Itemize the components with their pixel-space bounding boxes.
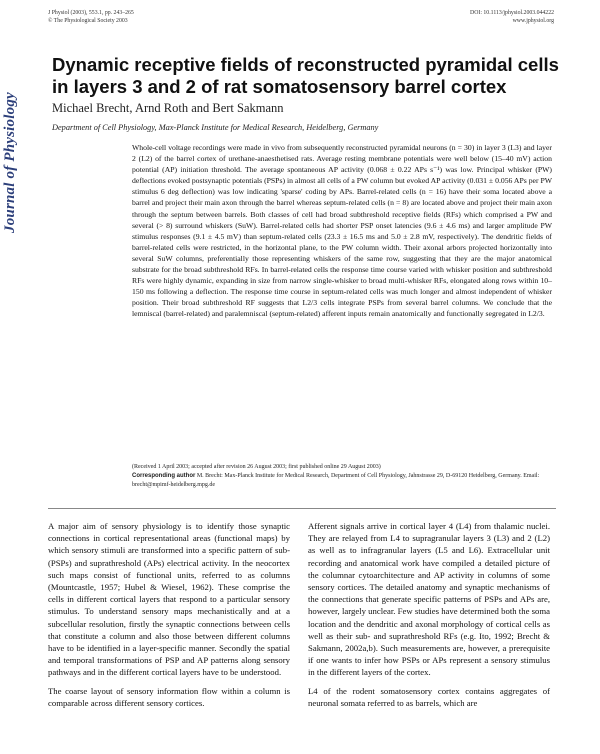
authors: Michael Brecht, Arnd Roth and Bert Sakmann <box>52 101 284 115</box>
body-left-column <box>48 520 290 709</box>
abstract-text: Whole-cell voltage recordings were made in vivo from subsequently reconstructed pyramidal neurons (n = 30) in layer 3 (L3) and layer 2 (L2) of the barrel cortex of urethane-anaesthetised rats. Average resting membrane potentials were well below (15–40 mV) action potential (AP) initiation threshold. The average spontaneous AP activity (0.068 ± 0.22 APs s⁻¹) was low. Principal whisker (PW) deflections evoked postsynaptic potentials (PSPs) in almost all cells of a PW column but evoked AP activity (0.031 ± 0.056 APs per PW stimulus 6 deg deflection) was low indicating 'sparse' coding by APs. Barrel-related cells (n = 16) have their soma located above a barrel and project their main axon through the barrel whereas septum-related cells (n = 8) are located above and project their main axon through the septum between barrels. Both classes of cell had broad subthreshold receptive fields (RFs) which comprised a PW and several (> 8) surround whiskers (SuW). Barrel-related cells had shorter PSP onset latencies (9.6 ± 4.6 ms) and larger amplitude PW stimulus responses (9.1 ± 4.5 mV) than septum-related cells (23.3 ± 16.5 ms and 5.0 ± 2.8 mV, respectively). The dendritic fields of barrel-related cells were restricted, in the horizontal plane, to the PW column width. Their axonal arbors projected horizontally into several SuW columns, preferentially those representing whiskers of the same row, suggesting that they are the major anatomical substrate for the broad subthreshold RFs. In barrel-related cells the response time course varied with whisker position and subthreshold RFs were highly dynamic, expanding in size from narrow single-whisker to broad multi-whisker RFs, elongated along rows within 10–150 ms following a deflection. The response time course in septum-related cells was much longer and almost independent of whisker position. Their broad subthreshold RF suggests that L2/3 cells integrate PSPs from several barrel columns. We conclude that the lemniscal (barrel-related) and paralemniscal (septum-related) afferent inputs remain anatomically and functionally segregated in L2/3. <box>132 143 552 319</box>
affiliation: Department of Cell Physiology, Max-Planck Institute for Medical Research, Heidelberg, Germany <box>52 123 379 132</box>
copyright: © The Physiological Society 2003 <box>48 17 128 24</box>
abstract <box>132 142 552 320</box>
section-divider <box>48 508 556 509</box>
corresponding-text: M. Brecht: Max-Planck Institute for Medical Research, Department of Cell Physiology, Jahnstrasse 29, D-69120 Heidelberg, Germany. Email: brecht@mpimf-heidelberg.mpg.de <box>132 473 540 488</box>
website[interactable]: www.jphysiol.org <box>512 17 554 24</box>
article-title: Dynamic receptive fields of reconstructed pyramidal cells in layers 3 and 2 of rat somatosensory barrel cortex <box>52 54 559 97</box>
received-dates: (Received 1 April 2003; accepted after revision 26 August 2003; first published online 29 August 2003) <box>132 464 381 470</box>
citation: J Physiol (2003), 553.1, pp. 243–265 <box>48 10 134 16</box>
doi[interactable]: DOI: 10.1113/jphysiol.2003.044222 <box>470 10 554 16</box>
body-paragraph: The coarse layout of sensory information flow within a column is comparable across different sensory cortices. <box>48 685 290 708</box>
body-paragraph: A major aim of sensory physiology is to identify those synaptic connections in cortical representational areas (functional maps) by which sensory stimuli are transformed into a specific pattern of sub- (PSPs) and suprathreshold (APs) electrical activity. In the neocortex such maps consist of functional units, referred to as columns (Mountcastle, 1957; Hubel & Wiesel, 1962). These comprise the cells in different cortical layers that respond to a particular sensory stimulus. To understand sensory maps mechanistically and at a subcellular resolution, firstly the synaptic connections between cells that constitute a column and also those between different columns have to be identified in a layer-specific manner. Secondly the spatial and temporal transformations of PSP and AP patterns along sensory pathways and in the different cortical layers have to be understood. <box>48 521 290 678</box>
body-paragraph: Afferent signals arrive in cortical layer 4 (L4) from thalamic nuclei. They are relayed from L4 to supragranular layers 3 (L3) and 2 (L2) as well as to infragranular layers (L5 and L6). Extracellular unit recording and anatomical work have compiled a detailed picture of the columnar cytoarchitecture and AP activity in columns of some sensory cortices. The detailed anatomy and synaptic mechanisms of the connections that generate specific patterns of PSPs and APs are, however, largely unclear. Few studies have determined both the soma location and the dendritic and axonal morphology of cortical cells as well as their sub- and suprathreshold RFs (e.g. Ito, 1992; Brecht & Sakmann, 2002a,b). Such measurements are, however, a prerequisite if one wants to infer how PSPs or APs represent a sensory stimulus in the different layers of the cortex. <box>308 521 550 678</box>
journal-sidebar-title: Journal of Physiology <box>2 92 18 233</box>
corresponding-label: Corresponding author <box>132 473 196 479</box>
body-right-column <box>308 520 550 709</box>
journal-header-left <box>48 10 134 25</box>
corresponding-author <box>132 472 552 490</box>
body-paragraph: L4 of the rodent somatosensory cortex contains aggregates of neuronal somata referred to as barrels, which are <box>308 685 550 708</box>
journal-header-right <box>470 10 554 25</box>
